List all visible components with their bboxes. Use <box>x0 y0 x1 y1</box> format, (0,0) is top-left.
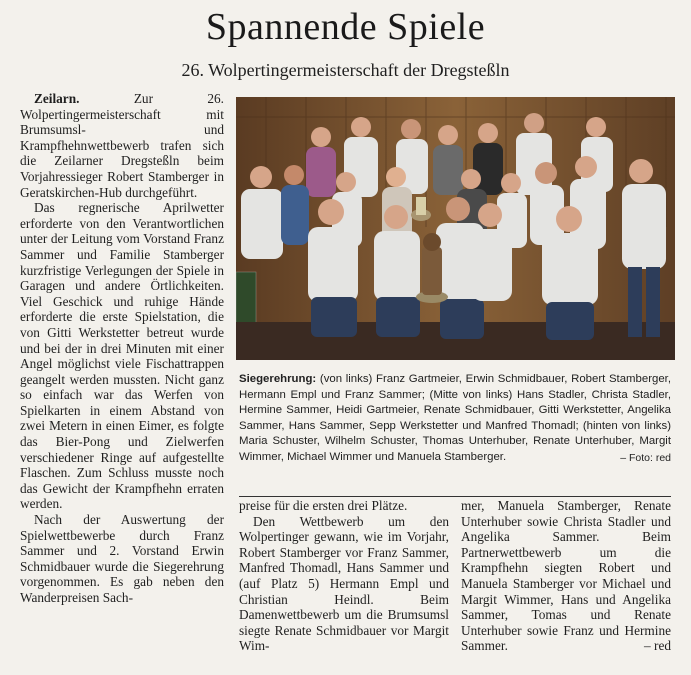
article-column-left <box>20 91 224 606</box>
subheadline: 26. Wolpertingermeisterschaft der Dregsteßln <box>181 60 510 80</box>
caption-text: (von links) Franz Gartmeier, Erwin Schmidbauer, Robert Stamberger, Hermann Empl und Franz Sammer; (Mitte von links) Hans Stadler, Christa Stadler, Hermine Sammer, Heidi Gartmeier, Renate Schmidbauer, Gitti Werkstetter, Angelika Sammer, Hans Sammer, Sepp Werkstetter und Manfred Thomadl; (hinten von links) Maria Schuster, Wilhelm Schuster, Thomas Unterhuber, Renate Unterhuber, Margit Wimmer, Michael Wimmer und Manuela Stamberger. <box>239 373 672 463</box>
group-photo-illustration <box>236 97 675 360</box>
photo-caption <box>239 372 671 466</box>
article-paragraph-5-cont: mer, Manuela Stamberger, Renate Unterhuber sowie Christa Stadler und Angelika Sammer. Beim Partnerwettbewerb um die Krampfhehn siegten Robert und Manuela Stamberger vor Michael und Margit Wimmer, Hans und Angelika Sammer, Tomas und Renate Unterhuber sowie Franz und Hermine Sammer. – red <box>461 498 671 654</box>
author-signature: – red <box>644 638 671 654</box>
article-paragraph-4-end: preise für die ersten drei Plätze. <box>239 498 408 513</box>
caption-lead: Siegerehrung: <box>239 373 317 385</box>
headline: Spannende Spiele <box>205 6 486 48</box>
dateline: Zeilarn. <box>34 91 80 106</box>
article-paragraph-5: Den Wettbewerb um den Wolpertinger gewann, wie im Vorjahr, Robert Stamberger vor Franz Sammer, Manfred Thomadl, Hans Sammer und (auf Platz 5) Hermann Empl und Christian Heindl. Beim Damenwettbewerb um die Brumsumsl siegte Renate Schmidbauer vor Margit Wim- <box>239 513 449 654</box>
article-paragraph-2: Das regnerische Aprilwetter erforderte von den Verantwortlichen unter der Leitung vom Vorstand Franz Sammer und Familie Stamberger kurzfristige Verlegungen der Spiele in Garagen und andere Örtlichkeiten. Viel Geschick und ruhige Hände erforderte die erste Spielstation, die von Gitti Werkstetter betreut wurde und bei der in drei Minuten mit einer Angel möglichst viele Fischattrappen geangelt werden mussten. Nicht ganz so einfach war das Werfen von Spielkarten in einem Abstand von zwei Metern in einen Eimer, es folgte das Bier-Pong und Zielwerfen verschiedener Ringe auf aufgestellte Flaschen. Zum Schluss musste noch das Gewicht der Krampfhehn erraten werden. <box>20 200 224 512</box>
group-photo <box>236 97 675 360</box>
caption-divider <box>239 496 671 497</box>
article-column-right <box>461 498 671 654</box>
article-column-middle <box>239 498 449 654</box>
article-paragraph-3: Nach der Auswertung der Spielwettbewerbe durch Franz Sammer und 2. Vorstand Erwin Schmidbauer wurde die Siegerehrung vorgenommen. Es gab neben den Wanderpreisen Sach- <box>20 512 224 605</box>
photo-credit: – Foto: red <box>620 451 671 464</box>
article-paragraph-1: Zeilarn. Zur 26. Wolpertingermeisterschaft mit Brumsumsl- und Krampfhehnwettbewerb trafen sich die Zeilarner Dregsteßln beim Vorjahressieger Robert Stamberger in Geratskirchen-Hub durchgeführt. <box>20 91 224 200</box>
